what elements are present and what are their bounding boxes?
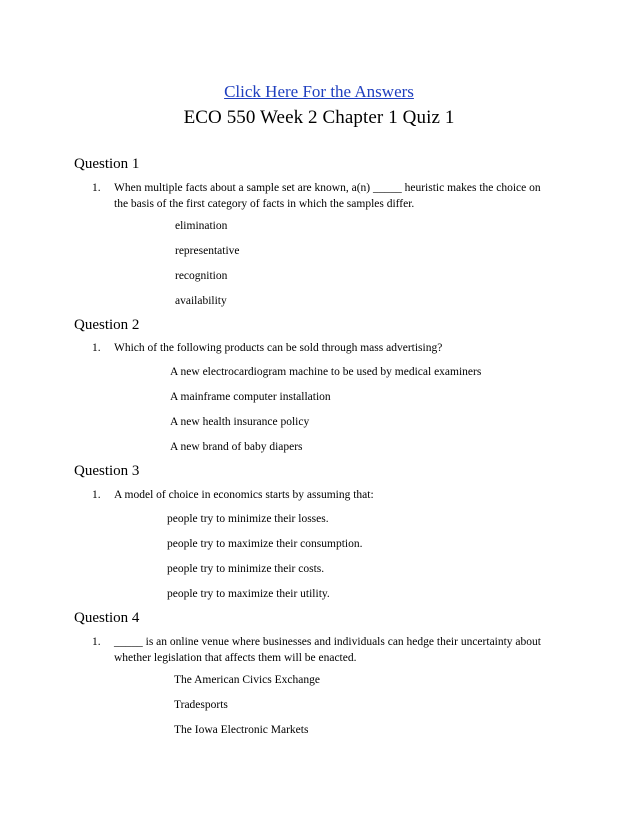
- question-1-text: [92, 180, 552, 212]
- question-4-option-1: The American Civics Exchange: [174, 674, 320, 686]
- question-3-option-2: people try to maximize their consumption.: [167, 538, 363, 550]
- question-1-option-4: availability: [175, 295, 227, 307]
- question-4-heading: Question 4: [74, 610, 140, 626]
- question-4-body: _____ is an online venue where businesses and individuals can hedge their uncertainty about whether legislation that affects them will be enacted.: [114, 636, 541, 664]
- question-2-number: 1.: [92, 342, 101, 354]
- question-3-option-1: people try to minimize their losses.: [167, 513, 329, 525]
- question-2-heading: Question 2: [74, 317, 140, 333]
- question-3-option-3: people try to minimize their costs.: [167, 563, 325, 575]
- question-1-option-3: recognition: [175, 270, 228, 282]
- question-2-option-1: A new electrocardiogram machine to be used by medical examiners: [170, 366, 482, 378]
- question-2-text: [92, 340, 552, 356]
- question-2-option-2: A mainframe computer installation: [170, 391, 331, 403]
- question-3-option-4: people try to maximize their utility.: [167, 588, 330, 600]
- document-title: ECO 550 Week 2 Chapter 1 Quiz 1: [183, 107, 455, 128]
- question-3-body: A model of choice in economics starts by assuming that:: [114, 489, 374, 501]
- question-2-body: Which of the following products can be sold through mass advertising?: [114, 342, 443, 354]
- question-4-option-2: Tradesports: [174, 699, 228, 711]
- question-3-heading: Question 3: [74, 463, 140, 479]
- question-2-option-4: A new brand of baby diapers: [170, 441, 303, 453]
- question-4-option-3: The Iowa Electronic Markets: [174, 724, 309, 736]
- question-1-body: When multiple facts about a sample set are known, a(n) _____ heuristic makes the choice on the basis of the first category of facts in which the samples differ.: [114, 182, 541, 210]
- answers-link[interactable]: Click Here For the Answers: [224, 82, 414, 101]
- question-3-number: 1.: [92, 489, 101, 501]
- question-4-text: [92, 634, 552, 666]
- question-1-option-1: elimination: [175, 220, 228, 232]
- question-1-heading: Question 1: [74, 156, 140, 172]
- question-3-text: [92, 487, 552, 503]
- question-1-option-2: representative: [175, 245, 240, 257]
- question-1-number: 1.: [92, 182, 101, 194]
- question-4-number: 1.: [92, 636, 101, 648]
- question-2-option-3: A new health insurance policy: [170, 416, 310, 428]
